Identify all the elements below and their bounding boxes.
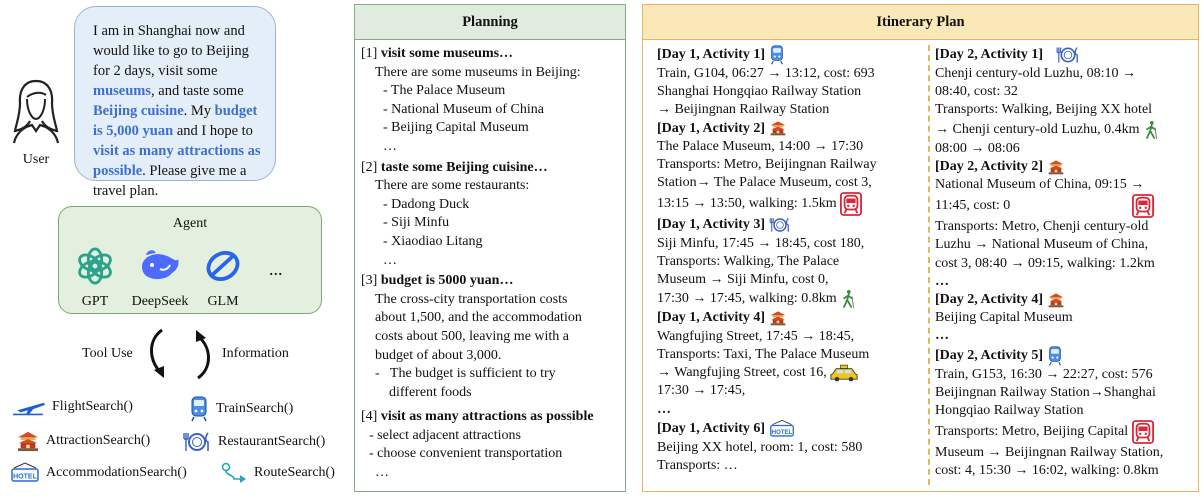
activity-heading: [Day 2, Activity 5] <box>935 347 1044 363</box>
itinerary-day-1 <box>657 45 923 475</box>
user-request-bubble <box>74 6 276 199</box>
temple-icon <box>769 310 787 326</box>
activity-d2-a5 <box>935 346 1197 481</box>
activity-d2-a1 <box>935 45 1197 158</box>
plan-list-item: - Siji Minfu <box>383 215 450 231</box>
tool-use-arrow <box>140 326 176 384</box>
plan-step-text: There are some restaurants: <box>375 178 530 194</box>
activity-line: Chenji century-old Luzhu, 08:10 → <box>935 66 1137 81</box>
itinerary-panel <box>642 4 1199 492</box>
activity-line: Shanghai Hongqiao Railway Station <box>657 84 862 100</box>
activity-d1-a6 <box>657 419 923 475</box>
tool-accommodation-search <box>10 462 187 484</box>
request-text: and I hope to <box>173 123 253 139</box>
request-highlight: Beijing cuisine <box>93 103 184 119</box>
plan-ellipsis: … <box>383 138 397 154</box>
activity-heading: [Day 1, Activity 2] <box>657 120 766 136</box>
tool-train-search <box>188 396 293 422</box>
activity-line: Transports: Metro, Chenji century-old <box>935 219 1149 235</box>
tool-label: FlightSearch() <box>52 399 133 414</box>
activity-d1-a1 <box>657 45 923 120</box>
activity-heading: [Day 1, Activity 1] <box>657 47 766 63</box>
activity-line: → Wangfujing Street, cost 16, <box>657 364 923 382</box>
plan-step-text: The cross-city transportation costs <box>375 291 568 307</box>
activity-line: 08:00 → 08:06 <box>935 140 1020 156</box>
request-text: . My <box>183 103 215 119</box>
activity-line: Siji Minfu, 17:45 → 18:45, cost 180, <box>657 235 865 251</box>
activity-line: Beijing XX hotel, room: 1, cost: 580 <box>657 439 863 455</box>
agent-box <box>58 206 322 314</box>
activity-line: cost: 4, 15:30 → 16:02, walking: 0.8km <box>935 463 1159 479</box>
plan-step-text: about 1,500, and the accommodation <box>375 310 582 326</box>
activity-line: Transports: … <box>657 458 738 474</box>
activity-line: Beijing Capital Museum <box>935 310 1073 326</box>
walking-icon <box>1143 120 1159 140</box>
activity-line: Wangfujing Street, 17:45 → 18:45, <box>657 328 855 344</box>
activity-d1-a3 <box>657 216 923 309</box>
model-deepseek <box>125 247 195 310</box>
glm-logo-icon <box>204 247 242 285</box>
plan-list-item: - Xiaodiao Litang <box>383 233 483 249</box>
temple-icon <box>1047 159 1065 175</box>
plan-list-item: - National Museum of China <box>383 101 544 117</box>
activity-gap-ellipsis: … <box>935 273 949 289</box>
model-label-glm: GLM <box>207 294 239 309</box>
model-gpt <box>73 247 117 310</box>
activity-line: Museum → Siji Minfu, cost 0, <box>657 272 829 288</box>
activity-line: Train, G153, 16:30 → 22:27, cost: 576 <box>935 366 1153 382</box>
tool-label: RestaurantSearch() <box>218 434 326 449</box>
tool-label: AttractionSearch() <box>46 433 151 448</box>
model-label-gpt: GPT <box>81 294 109 309</box>
plan-ellipsis: … <box>383 252 397 268</box>
tool-flight-search <box>12 398 133 416</box>
route-icon <box>220 462 248 484</box>
plan-step-text: There are some museums in Beijing: <box>375 64 581 80</box>
plan-list-item: - The Palace Museum <box>383 83 506 99</box>
activity-d2-a2 <box>935 158 1197 273</box>
plan-list-item: - Dadong Duck <box>383 196 470 212</box>
hotel-icon <box>10 462 40 484</box>
restaurant-icon <box>182 430 212 454</box>
activity-line: → Chenji century-old Luzhu, 0.4km <box>935 120 1197 140</box>
information-label: Information <box>222 346 289 361</box>
hotel-icon <box>769 419 795 439</box>
itinerary-day-2 <box>935 45 1197 481</box>
user-avatar-group <box>4 75 68 168</box>
gpt-logo-icon <box>76 247 114 285</box>
activity-line: Transports: Metro, Beijing Capital <box>935 420 1197 444</box>
temple-icon <box>16 430 40 452</box>
restaurant-icon <box>1055 45 1081 65</box>
itinerary-title: Itinerary Plan <box>643 5 1198 40</box>
plan-list-item: - select adjacent attractions <box>369 427 521 443</box>
activity-line: cost 3, 08:40 → 09:15, walking: 1.2km <box>935 255 1155 271</box>
walking-icon <box>840 289 856 309</box>
activity-line: Transports: Taxi, The Palace Museum <box>657 346 870 362</box>
activity-heading: [Day 2, Activity 1] <box>935 47 1044 63</box>
column-divider <box>928 45 930 485</box>
tool-restaurant-search <box>182 430 325 454</box>
train-icon <box>769 45 785 65</box>
train-icon <box>188 396 210 422</box>
activity-line: National Museum of China, 09:15 → <box>935 177 1145 193</box>
tool-label: TrainSearch() <box>216 401 294 416</box>
activity-line: Transports: Walking, Beijing XX hotel <box>935 102 1153 118</box>
metro-icon <box>840 192 862 216</box>
plan-step-3: [3] budget is 5000 yuan… <box>361 273 514 289</box>
tool-attraction-search <box>16 430 150 452</box>
plan-step-4: [4] visit as many attractions as possible <box>361 409 594 425</box>
plan-step-text: budget of about 3,000. <box>375 347 502 363</box>
activity-line: 17:30 → 17:45, <box>657 383 746 399</box>
request-highlight: budget is 5,000 yuan <box>93 103 258 139</box>
activity-line: Transports: Walking, The Palace <box>657 254 840 270</box>
request-text: . Please give me a travel plan. <box>93 163 247 199</box>
activity-line: 08:40, cost: 32 <box>935 84 1018 100</box>
request-text: , and taste some <box>151 83 244 99</box>
activity-heading: [Day 1, Activity 3] <box>657 217 766 233</box>
taxi-icon <box>830 364 858 382</box>
activity-line: 13:15 → 13:50, walking: 1.5km <box>657 192 923 216</box>
activity-line: Museum → Beijingnan Railway Station, <box>935 445 1164 461</box>
activity-heading: [Day 2, Activity 4] <box>935 292 1044 308</box>
activity-d1-a2 <box>657 120 923 217</box>
deepseek-whale-icon <box>138 247 182 285</box>
airplane-icon <box>12 398 46 416</box>
activity-d1-a4 <box>657 309 923 400</box>
plan-list-item: different foods <box>375 384 472 400</box>
plan-step-2: [2] taste some Beijing cuisine… <box>361 159 548 175</box>
restaurant-icon <box>769 216 791 234</box>
activity-line: 17:30 → 17:45, walking: 0.8km <box>657 289 923 309</box>
plan-list-item: - choose convenient transportation <box>369 446 563 462</box>
model-label-deepseek: DeepSeek <box>131 294 189 309</box>
train-icon <box>1047 346 1063 366</box>
activity-line: → Beijingnan Railway Station <box>657 102 830 118</box>
activity-heading: [Day 1, Activity 6] <box>657 421 766 437</box>
plan-step-text: costs about 500, leaving me with a <box>375 328 570 344</box>
activity-line: Train, G104, 06:27 → 13:12, cost: 693 <box>657 66 875 81</box>
plan-list-item: - The budget is sufficient to try <box>375 366 556 382</box>
tool-use-label: Tool Use <box>82 346 133 361</box>
activity-d2-a4 <box>935 291 1197 327</box>
plan-list-item: - Beijing Capital Museum <box>383 120 529 136</box>
tool-label: AccommodationSearch() <box>46 465 187 480</box>
activity-heading: [Day 2, Activity 2] <box>935 158 1044 174</box>
user-icon <box>10 75 62 145</box>
tool-label: RouteSearch() <box>254 465 335 480</box>
activity-heading: [Day 1, Activity 4] <box>657 310 766 326</box>
temple-icon <box>769 120 787 136</box>
planning-panel <box>354 4 626 492</box>
activity-line: Luzhu → National Museum of China, <box>935 237 1149 253</box>
user-label: User <box>22 152 50 167</box>
more-models-ellipsis: ... <box>269 259 283 279</box>
request-highlight: visit as many attractions as possible <box>93 143 261 179</box>
activity-line: 11:45, cost: 0 <box>935 194 1197 218</box>
request-highlight: museums <box>93 83 152 99</box>
activity-line: Station→ The Palace Museum, cost 3, <box>657 175 872 191</box>
information-arrow <box>186 326 222 384</box>
model-glm <box>201 247 245 310</box>
planning-title: Planning <box>355 5 625 40</box>
metro-icon <box>1132 420 1154 444</box>
activity-line: Transports: Metro, Beijingnan Railway <box>657 157 877 173</box>
agent-title: Agent <box>172 216 208 231</box>
metro-icon <box>1132 194 1154 218</box>
activity-line: Beijingnan Railway Station→Shanghai <box>935 384 1156 400</box>
request-text: I am in Shanghai now and would like to go to Beijing for 2 days, visit some <box>93 23 249 79</box>
plan-step-1: [1] visit some museums… <box>361 46 514 61</box>
activity-line: The Palace Museum, 14:00 → 17:30 <box>657 138 864 154</box>
plan-ellipsis: … <box>375 465 389 481</box>
activity-gap-ellipsis: … <box>935 328 949 344</box>
activity-gap-ellipsis: … <box>657 401 671 417</box>
temple-icon <box>1047 292 1065 308</box>
tool-route-search <box>220 462 335 484</box>
activity-line: Hongqiao Railway Station <box>935 403 1084 419</box>
